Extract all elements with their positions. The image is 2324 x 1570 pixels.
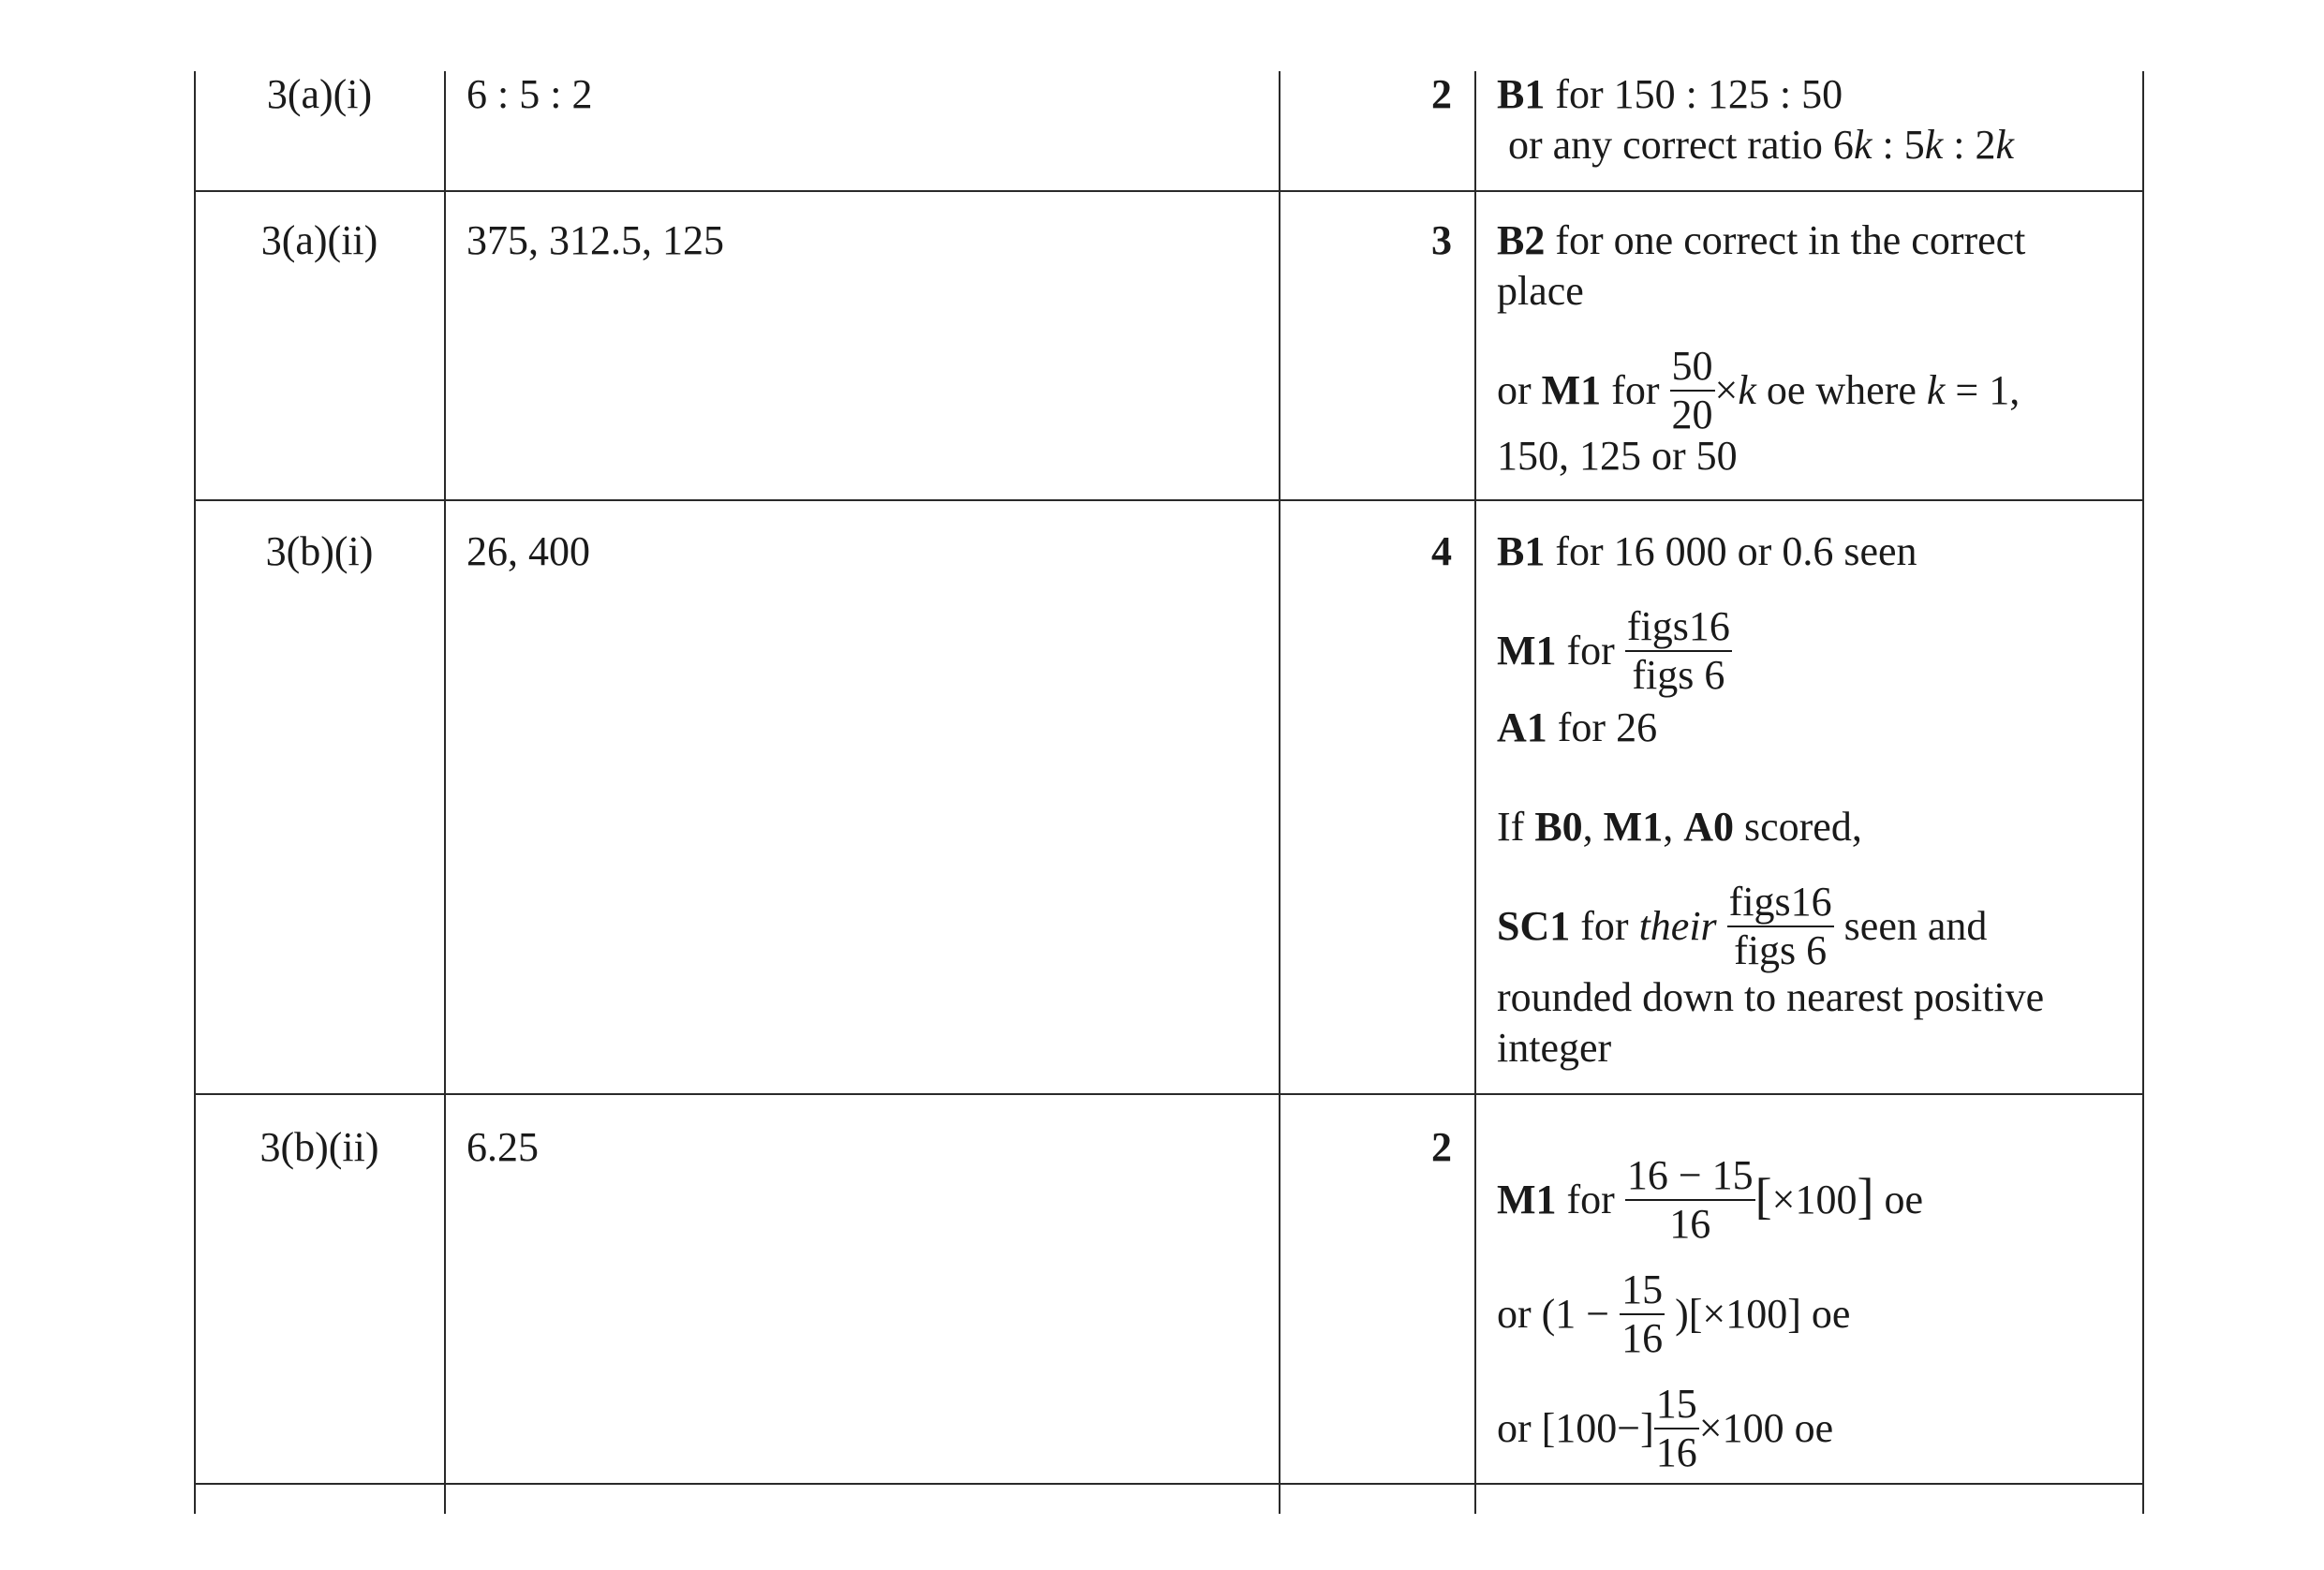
marks-cell: 3	[1431, 217, 1452, 263]
variable-k: k	[1924, 122, 1944, 168]
denominator: figs 6	[1625, 650, 1732, 699]
guidance-text: for	[1601, 367, 1670, 414]
marks-cell: 4	[1431, 528, 1452, 574]
mark-code: M1	[1497, 628, 1557, 674]
guidance-line	[1497, 215, 2025, 266]
guidance-line	[1497, 1152, 1923, 1252]
numerator: 15	[1621, 1266, 1664, 1312]
denominator: 16	[1625, 1199, 1755, 1248]
answer-cell: 6 : 5 : 2	[466, 71, 593, 117]
bracket: [	[1754, 1168, 1772, 1225]
column-divider-answer	[1279, 71, 1280, 1514]
guidance-text: or any correct ratio 6	[1508, 122, 1854, 168]
guidance-text: : 5	[1872, 122, 1925, 168]
guidance-text: ,	[1663, 804, 1684, 850]
guidance-line: integer	[1497, 1025, 1612, 1071]
row-divider	[194, 190, 2144, 192]
guidance-text: or (1 −	[1497, 1291, 1621, 1338]
numerator: 50	[1671, 343, 1713, 389]
mark-code: B2	[1497, 217, 1546, 263]
row-divider	[194, 1483, 2144, 1485]
numerator: figs16	[1626, 603, 1730, 649]
guidance-text: for 26	[1547, 704, 1658, 750]
guidance-text: seen and	[1833, 903, 1988, 950]
numerator: 16 − 15	[1626, 1152, 1754, 1198]
guidance-text: for	[1556, 628, 1625, 674]
guidance-text: for 16 000 or 0.6 seen	[1545, 528, 1917, 574]
guidance-text: for 150 : 125 : 50	[1545, 71, 1843, 117]
times-sign: ×	[1714, 367, 1739, 414]
question-number: 3(b)(i)	[265, 528, 374, 574]
variable-k: k	[1926, 367, 1946, 414]
row-divider	[194, 499, 2144, 501]
mark-code: B1	[1497, 71, 1546, 117]
guidance-line	[1497, 879, 1988, 978]
guidance-line	[1497, 69, 1843, 120]
guidance-text: = 1,	[1945, 367, 2021, 414]
guidance-line	[1497, 343, 2021, 442]
fraction	[1625, 1152, 1755, 1248]
numerator: figs16	[1728, 879, 1832, 925]
fraction	[1620, 1266, 1665, 1362]
guidance-text: scored,	[1733, 804, 1862, 850]
answer-cell: 375, 312.5, 125	[466, 217, 724, 263]
marks-cell: 2	[1431, 71, 1452, 117]
fraction	[1670, 343, 1715, 438]
denominator: 16	[1621, 1315, 1664, 1361]
question-number: 3(b)(ii)	[259, 1124, 379, 1170]
answer-cell: 26, 400	[466, 528, 590, 574]
mark-code: A0	[1683, 804, 1734, 850]
guidance-line	[1497, 703, 1657, 753]
guidance-text: for one correct in the correct	[1545, 217, 2026, 263]
question-number: 3(a)(i)	[266, 71, 373, 117]
guidance-line: place	[1497, 268, 1584, 314]
mark-code: M1	[1603, 804, 1664, 850]
guidance-line: rounded down to nearest positive	[1497, 974, 2045, 1020]
guidance-text: or [100−]	[1497, 1405, 1654, 1452]
row-divider	[194, 1093, 2144, 1095]
fraction	[1654, 1381, 1699, 1476]
mark-code: M1	[1497, 1177, 1557, 1223]
variable-k: k	[1738, 367, 1756, 414]
guidance-text: or	[1497, 367, 1542, 414]
mark-code: M1	[1541, 367, 1602, 414]
guidance-text: ×100 oe	[1698, 1405, 1834, 1452]
denominator: 20	[1671, 392, 1713, 437]
mark-code: A1	[1497, 704, 1547, 750]
guidance-line	[1497, 526, 1917, 577]
mark-code: SC1	[1497, 903, 1571, 950]
guidance-line	[1497, 603, 1732, 703]
guidance-text: ×100	[1771, 1177, 1858, 1223]
guidance-line	[1497, 1266, 1851, 1366]
guidance-text: for	[1556, 1177, 1625, 1223]
guidance-line: 150, 125 or 50	[1497, 433, 1738, 479]
variable-k: k	[1853, 122, 1873, 168]
guidance-line	[1497, 802, 1862, 852]
mark-code: B1	[1497, 528, 1546, 574]
guidance-text: oe where	[1755, 367, 1927, 414]
guidance-text: )[×100] oe	[1665, 1291, 1851, 1338]
mark-code: B0	[1534, 804, 1583, 850]
guidance-text: ,	[1582, 804, 1604, 850]
guidance-text: If	[1497, 804, 1535, 850]
guidance-line	[1497, 1381, 1834, 1480]
fraction	[1727, 879, 1834, 974]
numerator: 15	[1655, 1381, 1697, 1427]
question-number: 3(a)(ii)	[260, 217, 378, 263]
marks-cell: 2	[1431, 1124, 1452, 1170]
table-border-right	[2142, 71, 2144, 1514]
bracket: ]	[1857, 1168, 1874, 1225]
variable-k: k	[1995, 122, 2014, 168]
guidance-text: oe	[1873, 1177, 1923, 1223]
guidance-line	[1508, 120, 2014, 170]
fraction	[1625, 603, 1732, 699]
guidance-text: for	[1570, 903, 1639, 950]
denominator: figs 6	[1727, 926, 1834, 974]
table-border-left	[194, 71, 196, 1514]
guidance-text: : 2	[1943, 122, 1996, 168]
denominator: 16	[1655, 1429, 1697, 1475]
column-divider-question	[444, 71, 446, 1514]
guidance-text-italic: their	[1638, 903, 1717, 950]
answer-cell: 6.25	[466, 1124, 539, 1170]
column-divider-marks	[1474, 71, 1476, 1514]
